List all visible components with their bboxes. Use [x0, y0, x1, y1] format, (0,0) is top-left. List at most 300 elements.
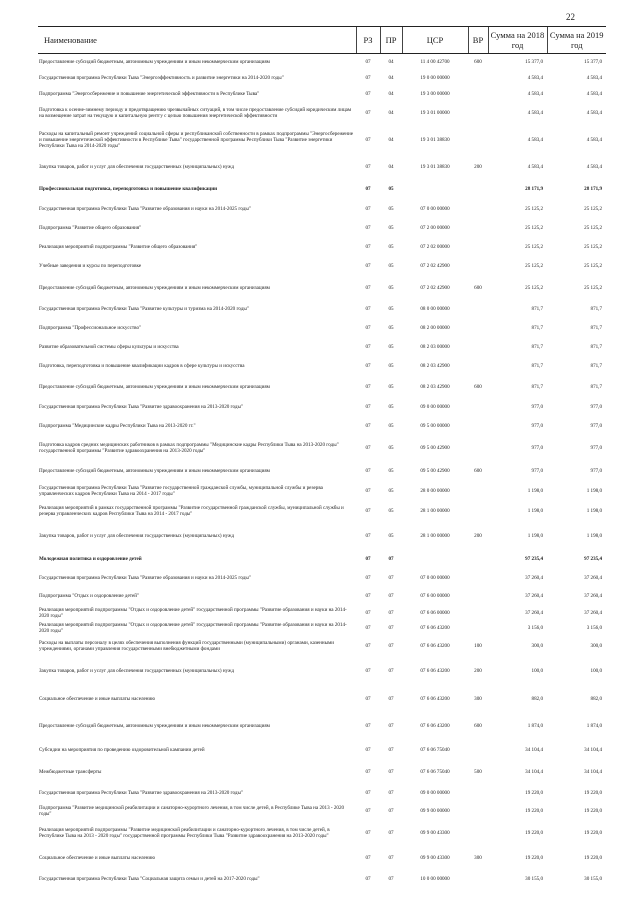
cell-vr: 600 [474, 284, 482, 291]
cell-sum-2018: 1 874,0 [527, 722, 543, 729]
cell-name: Предоставление субсидий бюджетным, автономным учреждениям и иным некоммерческим организациям [39, 722, 270, 729]
cell-sum-2019: 97 235,4 [584, 556, 602, 562]
cell-sum-2018: 37 260,4 [525, 609, 543, 616]
cell-name: Подпрограмма "Энергосбережение и повышение энергетической эффективности в Республике Тыва" [39, 90, 260, 97]
header-name: Наименование [38, 27, 356, 54]
cell-sum-2019: 19 220,0 [584, 829, 602, 836]
cell-csr [402, 178, 468, 200]
cell-sum-2018: 19 220,0 [525, 807, 543, 814]
table-row [38, 376, 606, 398]
cell-vr: 200 [474, 163, 482, 170]
table-row [38, 621, 606, 635]
cell-rz: 07 [365, 90, 371, 97]
cell-name: Учебные заведения и курсы по переподготовке [39, 263, 142, 269]
cell-csr: 07 6 06 00000 [420, 609, 450, 616]
table-row [38, 257, 606, 276]
cell-name: Предоставление субсидий бюджетным, автономным учреждениям и иным некоммерческим организациям [39, 58, 270, 65]
cell-rz: 07 [365, 807, 371, 814]
cell-rz: 07 [365, 109, 371, 116]
cell-sum-2019: 28 171,9 [584, 185, 602, 192]
cell-sum-2018: 977,0 [531, 404, 543, 410]
cell-name: Государственная программа Республики Тыва "Развитие государственной гражданской службы, муниципальной службы и резерва управленческих кадров Республики Тыва на 2014 - 2017 годы" [39, 484, 323, 497]
page-number: 22 [566, 12, 575, 22]
cell-sum-2018: 19 220,0 [525, 829, 543, 836]
cell-name: Социальное обеспечение и иные выплаты населению [39, 854, 156, 861]
cell-pr: 05 [388, 284, 394, 291]
cell-rz: 07 [365, 263, 371, 269]
cell-vr [468, 869, 488, 889]
cell-pr: 05 [388, 306, 394, 312]
cell-rz: 07 [365, 667, 371, 674]
cell-vr [468, 436, 488, 460]
cell-rz: 07 [365, 575, 371, 581]
cell-name: Социальное обеспечение и иные выплаты населению [39, 695, 156, 702]
cell-vr: 200 [474, 667, 482, 674]
cell-pr: 07 [388, 609, 394, 616]
cell-sum-2018: 100,0 [531, 667, 543, 674]
cell-vr [468, 200, 488, 219]
cell-sum-2018: 25 125,2 [525, 284, 543, 291]
cell-csr: 07 6 06 43200 [420, 642, 450, 649]
cell-rz: 07 [365, 507, 371, 514]
cell-csr: 07 6 06 43200 [420, 722, 450, 729]
cell-name: Подготовка кадров средних медицинских работников в рамках подпрограммы "Медицинские кадры Республики Тыва на 2013-2020 годы" государственной программы "Развитие здравоохранения на 2013-2020 годы" [39, 441, 339, 454]
table-row [38, 657, 606, 685]
cell-sum-2019: 19 220,0 [584, 807, 602, 814]
cell-pr: 05 [388, 532, 394, 539]
cell-pr: 05 [388, 467, 394, 474]
cell-csr: 09 5 00 00000 [420, 423, 450, 429]
cell-sum-2019: 1 198,0 [586, 532, 602, 539]
cell-sum-2018: 97 235,4 [525, 556, 543, 562]
header-pr: ПР [380, 27, 402, 54]
cell-csr: 09 0 00 00000 [420, 789, 450, 796]
budget-table [38, 26, 606, 889]
cell-name: Профессиональная подготовка, переподготовка и повышение квалификации [39, 185, 218, 192]
cell-pr: 05 [388, 383, 394, 390]
table-row [38, 219, 606, 238]
cell-pr: 07 [388, 789, 394, 796]
cell-csr: 28 0 00 00000 [420, 487, 450, 494]
cell-name: Государственная программа Республики Тыва "Развитие образования и науки на 2014-2025 годы" [39, 575, 251, 581]
cell-sum-2019: 977,0 [590, 444, 602, 451]
cell-pr: 05 [388, 404, 394, 410]
table-row [38, 460, 606, 482]
cell-csr: 09 9 00 43300 [420, 829, 450, 836]
cell-name: Реализация мероприятий в рамках государственной программы "Развитие государственной гражданской службы, муниципальной службы и резерва управленческих кадров Республики Тыва на 2014 - 2017 годы" [39, 504, 344, 517]
cell-sum-2019: 300,0 [590, 642, 602, 649]
cell-name: Расходы на выплаты персоналу в целях обеспечения выполнения функций государственными (муниципальными) органами, казенными учреждениями, органами управления государственными внебюджетными фондами [39, 639, 335, 652]
header-sum-2018: Сумма на 2018 год [488, 27, 547, 54]
cell-pr: 05 [388, 423, 394, 429]
cell-sum-2019: 25 125,2 [584, 263, 602, 269]
cell-sum-2018: 871,7 [531, 306, 543, 312]
cell-csr: 09 9 00 00000 [420, 807, 450, 814]
cell-vr [468, 338, 488, 357]
cell-csr: 07 0 00 00000 [420, 206, 450, 212]
cell-vr [468, 86, 488, 102]
cell-csr: 09 0 00 00000 [420, 404, 450, 410]
cell-rz: 07 [365, 244, 371, 250]
table-row [38, 635, 606, 657]
cell-csr: 07 2 02 00000 [420, 244, 450, 250]
table-row [38, 300, 606, 319]
cell-vr: 500 [474, 768, 482, 775]
cell-vr [468, 803, 488, 819]
table-row [38, 276, 606, 300]
cell-csr: 08 2 03 42900 [420, 363, 450, 369]
cell-pr: 04 [388, 58, 394, 65]
cell-csr: 19 0 00 00000 [420, 74, 450, 81]
cell-pr: 07 [388, 807, 394, 814]
table-row [38, 550, 606, 569]
cell-sum-2018: 25 125,2 [525, 225, 543, 231]
cell-pr: 05 [388, 206, 394, 212]
cell-name: Подпрограмма "Профессиональное искусство" [39, 325, 142, 331]
cell-sum-2018: 25 125,2 [525, 263, 543, 269]
cell-pr: 05 [388, 325, 394, 331]
cell-sum-2018: 871,7 [531, 363, 543, 369]
cell-sum-2019: 4 583,4 [586, 74, 602, 81]
cell-pr: 05 [388, 344, 394, 350]
table-row [38, 869, 606, 889]
cell-rz: 07 [365, 325, 371, 331]
cell-rz: 07 [365, 642, 371, 649]
cell-sum-2019: 19 220,0 [584, 789, 602, 796]
cell-csr: 07 6 00 00000 [420, 593, 450, 599]
cell-vr: 600 [474, 722, 482, 729]
cell-sum-2018: 37 260,4 [525, 593, 543, 599]
cell-sum-2019: 1 198,0 [586, 507, 602, 514]
table-row [38, 124, 606, 156]
cell-pr: 07 [388, 875, 394, 882]
cell-pr: 07 [388, 829, 394, 836]
cell-vr: 100 [474, 642, 482, 649]
cell-vr [468, 102, 488, 124]
cell-pr: 05 [388, 444, 394, 451]
table-row [38, 398, 606, 417]
cell-name: Подготовка к осенне-зимнему периоду и предотвращению чрезвычайных ситуаций, в том числе предоставление субсидий юридическим лицам на возмещение затрат на текущую и капитальную рентгу с целью повышения энергетической эффективности [39, 106, 352, 119]
cell-name: Реализация мероприятий подпрограммы "Отдых и оздоровление детей" государственной программы "Развитие образования и науки на 2014-2020 годы" [39, 606, 347, 619]
cell-rz: 07 [365, 768, 371, 775]
cell-sum-2018: 3 156,0 [527, 624, 543, 631]
cell-vr [468, 783, 488, 803]
cell-pr: 07 [388, 722, 394, 729]
table-row [38, 357, 606, 376]
cell-sum-2019: 25 125,2 [584, 244, 602, 250]
cell-pr: 05 [388, 263, 394, 269]
cell-name: Государственная программа Республики Тыва "Развитие образования и науки на 2014-2025 годы" [39, 206, 251, 212]
table-row [38, 482, 606, 500]
cell-sum-2019: 30 155,0 [584, 875, 602, 882]
cell-rz: 07 [365, 444, 371, 451]
cell-name: Государственная программа Республики Тыва "Развитие культуры и туризма на 2014-2020 годы" [39, 306, 249, 312]
table-row [38, 200, 606, 219]
cell-name: Подпрограмма "Развитие медицинской реабилитации и санаторно-курортного лечения, в том числе детей, в Республике Тыва на 2013 - 2020 годы" [39, 804, 345, 817]
cell-vr [468, 398, 488, 417]
cell-sum-2018: 977,0 [531, 444, 543, 451]
cell-rz: 07 [365, 163, 371, 170]
cell-pr: 07 [388, 768, 394, 775]
cell-rz: 07 [365, 185, 371, 192]
header-rz: РЗ [356, 27, 380, 54]
cell-pr: 05 [388, 225, 394, 231]
cell-rz: 07 [365, 556, 371, 562]
cell-sum-2018: 19 220,0 [525, 789, 543, 796]
table-row [38, 739, 606, 761]
cell-csr: 07 0 00 00000 [420, 575, 450, 581]
cell-pr: 05 [388, 185, 394, 192]
cell-vr [468, 300, 488, 319]
cell-vr: 200 [474, 532, 482, 539]
cell-csr: 07 2 00 00000 [420, 225, 450, 231]
cell-vr [468, 500, 488, 522]
cell-sum-2019: 1 874,0 [586, 722, 602, 729]
cell-sum-2019: 871,7 [590, 383, 602, 390]
cell-vr [468, 124, 488, 156]
cell-csr: 11 4 00 42700 [420, 58, 450, 65]
cell-rz: 07 [365, 609, 371, 616]
table-row [38, 569, 606, 588]
cell-csr: 10 0 00 00000 [420, 875, 450, 882]
cell-rz: 07 [365, 136, 371, 143]
cell-sum-2018: 4 583,4 [527, 163, 543, 170]
cell-sum-2019: 19 220,0 [584, 854, 602, 861]
cell-csr: 08 2 03 42900 [420, 383, 450, 390]
table-row [38, 417, 606, 436]
cell-sum-2019: 37 260,4 [584, 575, 602, 581]
cell-rz: 07 [365, 383, 371, 390]
table-row [38, 500, 606, 522]
cell-pr: 05 [388, 363, 394, 369]
cell-rz: 07 [365, 74, 371, 81]
cell-sum-2018: 19 220,0 [525, 854, 543, 861]
cell-sum-2019: 37 260,4 [584, 609, 602, 616]
cell-name: Реализация мероприятий подпрограммы "Отдых и оздоровление детей" государственной программы "Развитие образования и науки на 2014-2020 годы" [39, 621, 347, 634]
cell-sum-2018: 871,7 [531, 325, 543, 331]
cell-rz: 07 [365, 306, 371, 312]
cell-vr [468, 605, 488, 621]
cell-pr: 07 [388, 667, 394, 674]
cell-pr: 04 [388, 136, 394, 143]
cell-rz: 07 [365, 467, 371, 474]
cell-sum-2018: 1 198,0 [527, 507, 543, 514]
cell-sum-2018: 30 155,0 [525, 875, 543, 882]
cell-sum-2018: 28 171,9 [525, 185, 543, 192]
cell-vr [468, 417, 488, 436]
cell-pr: 07 [388, 854, 394, 861]
header-csr: ЦСР [402, 27, 468, 54]
table-row [38, 102, 606, 124]
table-row [38, 178, 606, 200]
cell-sum-2019: 100,0 [590, 667, 602, 674]
cell-vr: 600 [474, 383, 482, 390]
cell-sum-2018: 882,0 [531, 695, 543, 702]
cell-sum-2018: 37 260,4 [525, 575, 543, 581]
cell-pr: 07 [388, 593, 394, 599]
cell-csr: 07 6 06 43200 [420, 695, 450, 702]
table-row [38, 685, 606, 713]
cell-vr [468, 819, 488, 847]
cell-name: Государственная программа Республики Тыва "Развитие здравоохранения на 2013-2020 годы" [39, 789, 244, 796]
cell-vr: 600 [474, 467, 482, 474]
cell-sum-2019: 25 125,2 [584, 225, 602, 231]
cell-name: Развитие образовательной системы сферы культуры и искусства [39, 344, 179, 350]
cell-sum-2019: 15 377,0 [584, 58, 602, 65]
cell-pr: 04 [388, 163, 394, 170]
cell-sum-2018: 4 583,4 [527, 90, 543, 97]
cell-sum-2019: 871,7 [590, 306, 602, 312]
cell-name: Подпрограмма "Медицинские кадры Республики Тыва на 2013-2020 гг." [39, 423, 196, 429]
cell-pr: 07 [388, 642, 394, 649]
cell-csr: 19 3 01 38830 [420, 136, 450, 143]
cell-sum-2018: 4 583,4 [527, 109, 543, 116]
cell-vr [468, 482, 488, 500]
cell-csr: 28 1 00 00000 [420, 532, 450, 539]
cell-rz: 07 [365, 746, 371, 753]
cell-sum-2019: 34 104,4 [584, 746, 602, 753]
cell-rz: 07 [365, 532, 371, 539]
table-row [38, 319, 606, 338]
cell-rz: 07 [365, 624, 371, 631]
cell-rz: 07 [365, 58, 371, 65]
cell-sum-2018: 34 104,4 [525, 768, 543, 775]
cell-sum-2019: 4 583,4 [586, 136, 602, 143]
cell-rz: 07 [365, 789, 371, 796]
cell-name: Расходы на капитальный ремонт учреждений социальной сферы и республиканской собственности в рамках подпрограммы "Энергосбережение и повышение энергетической эффективности в Республике Тыва" государственной программы Республики Тыва "Развитие энергетики Республики Тыва на 2014-2020 годы" [39, 130, 354, 149]
cell-sum-2019: 977,0 [590, 467, 602, 474]
cell-sum-2018: 871,7 [531, 383, 543, 390]
cell-pr: 07 [388, 624, 394, 631]
cell-pr: 07 [388, 556, 394, 562]
table-row [38, 803, 606, 819]
cell-csr: 19 3 00 00000 [420, 90, 450, 97]
cell-name: Предоставление субсидий бюджетным, автономным учреждениям и иным некоммерческим организациям [39, 284, 270, 291]
cell-sum-2018: 871,7 [531, 344, 543, 350]
cell-csr: 09 5 00 42900 [420, 467, 450, 474]
cell-rz: 07 [365, 829, 371, 836]
cell-name: Реализация мероприятий подпрограммы "Развитие общего образования" [39, 244, 198, 250]
cell-csr [402, 550, 468, 569]
cell-rz: 07 [365, 363, 371, 369]
cell-vr [468, 550, 488, 569]
cell-sum-2018: 25 125,2 [525, 206, 543, 212]
cell-vr: 300 [474, 854, 482, 861]
cell-sum-2019: 37 260,4 [584, 593, 602, 599]
cell-name: Государственная программа Республики Тыва "Энергоэффективность и развитие энергетики на 2014-2020 годы" [39, 74, 284, 81]
cell-name: Закупка товаров, работ и услуг для обеспечения государственных (муниципальных) нужд [39, 532, 235, 539]
table-row [38, 436, 606, 460]
cell-pr: 07 [388, 575, 394, 581]
cell-sum-2018: 1 198,0 [527, 487, 543, 494]
cell-vr [468, 70, 488, 86]
cell-pr: 05 [388, 487, 394, 494]
table-row [38, 605, 606, 621]
cell-name: Подготовка, переподготовка и повышение квалификации кадров в сфере культуры и искусства [39, 363, 245, 369]
cell-csr: 08 0 00 00000 [420, 306, 450, 312]
cell-vr: 600 [474, 58, 482, 65]
cell-vr [468, 238, 488, 257]
cell-name: Субсидии на мероприятия по проведению оздоровительной кампании детей [39, 746, 205, 753]
cell-name: Предоставление субсидий бюджетным, автономным учреждениям и иным некоммерческим организациям [39, 467, 270, 474]
cell-csr: 07 6 06 43200 [420, 624, 450, 631]
cell-csr: 08 2 00 00000 [420, 325, 450, 331]
cell-pr: 05 [388, 507, 394, 514]
cell-vr [468, 178, 488, 200]
cell-name: Подпрограмма "Развитие общего образования" [39, 225, 142, 231]
cell-pr: 04 [388, 90, 394, 97]
cell-pr: 04 [388, 74, 394, 81]
cell-csr: 07 2 02 42900 [420, 284, 450, 291]
cell-pr: 07 [388, 746, 394, 753]
header-vr: ВР [468, 27, 488, 54]
cell-sum-2019: 977,0 [590, 423, 602, 429]
cell-vr: 300 [474, 695, 482, 702]
cell-rz: 07 [365, 344, 371, 350]
cell-pr: 07 [388, 695, 394, 702]
cell-rz: 07 [365, 695, 371, 702]
cell-name: Подпрограмма "Отдых и оздоровление детей" [39, 593, 140, 599]
cell-rz: 07 [365, 722, 371, 729]
cell-sum-2019: 4 583,4 [586, 163, 602, 170]
cell-rz: 07 [365, 225, 371, 231]
cell-csr: 08 2 03 00000 [420, 344, 450, 350]
cell-vr [468, 569, 488, 588]
cell-vr [468, 739, 488, 761]
table-row [38, 588, 606, 605]
cell-vr [468, 219, 488, 238]
cell-sum-2018: 1 198,0 [527, 532, 543, 539]
table-body [38, 54, 606, 889]
cell-rz: 07 [365, 487, 371, 494]
table-row [38, 156, 606, 178]
cell-sum-2019: 25 125,2 [584, 284, 602, 291]
table-row [38, 338, 606, 357]
cell-sum-2018: 4 583,4 [527, 74, 543, 81]
cell-rz: 07 [365, 423, 371, 429]
cell-rz: 07 [365, 875, 371, 882]
table-row [38, 783, 606, 803]
table-header [38, 27, 606, 54]
cell-sum-2018: 25 125,2 [525, 244, 543, 250]
cell-pr: 05 [388, 244, 394, 250]
table-row [38, 54, 606, 70]
cell-name: Закупка товаров, работ и услуг для обеспечения государственных (муниципальных) нужд [39, 163, 235, 170]
cell-name: Реализация мероприятий подпрограммы "Развитие медицинской реабилитации и санаторно-курортного лечения, в том числе детей, в Республике Тыва на 2013 - 2020 годы" государственной программы Республики Тыва "Развитие здравоохранения на 2013-2020 годы" [39, 826, 330, 839]
table-row [38, 713, 606, 739]
cell-csr: 07 2 02 42900 [420, 263, 450, 269]
table-row [38, 238, 606, 257]
cell-rz: 07 [365, 854, 371, 861]
cell-csr: 09 5 00 42900 [420, 444, 450, 451]
cell-vr [468, 257, 488, 276]
cell-sum-2019: 977,0 [590, 404, 602, 410]
cell-csr: 28 1 00 00000 [420, 507, 450, 514]
cell-vr [468, 357, 488, 376]
cell-name: Закупка товаров, работ и услуг для обеспечения государственных (муниципальных) нужд [39, 667, 235, 674]
cell-sum-2019: 34 104,4 [584, 768, 602, 775]
cell-name: Межбюджетные трансферты [39, 768, 102, 775]
cell-sum-2018: 977,0 [531, 467, 543, 474]
cell-vr [468, 319, 488, 338]
cell-name: Государственная программа Республики Тыва "Развитие здравоохранения на 2013-2020 годы" [39, 404, 244, 410]
cell-rz: 07 [365, 593, 371, 599]
cell-csr: 19 3 01 00000 [420, 109, 450, 116]
cell-sum-2019: 871,7 [590, 325, 602, 331]
table-row [38, 847, 606, 869]
cell-sum-2019: 25 125,2 [584, 206, 602, 212]
table-row [38, 819, 606, 847]
